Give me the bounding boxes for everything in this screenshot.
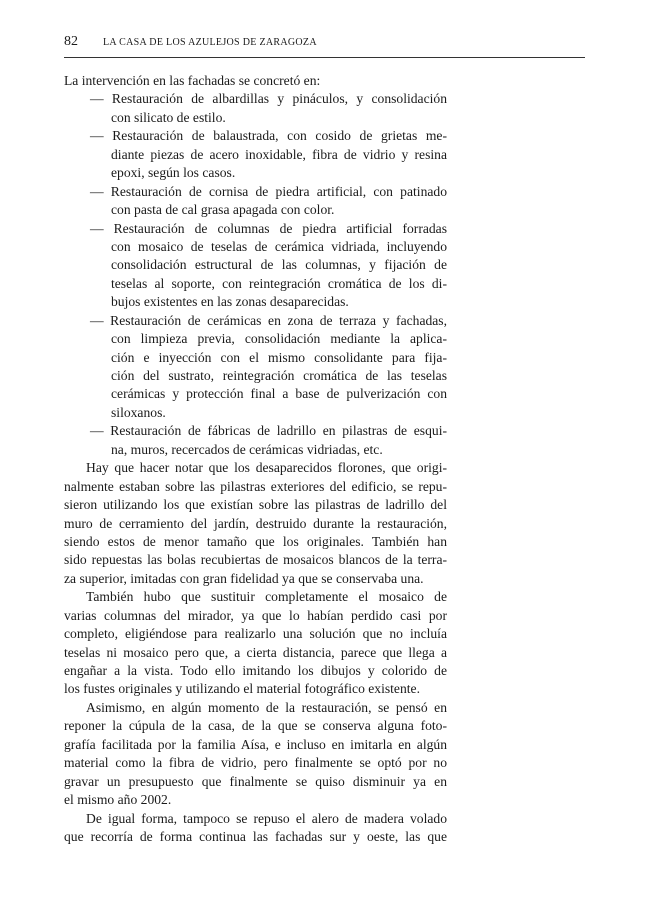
text-line: gravar un presupuesto que finalmente se quiso disminuir ya en <box>64 773 447 789</box>
text-line: diante piezas de acero inoxidable, fibra de vidrio y resina <box>111 146 447 162</box>
text-line: que recorría de forma continua las fachadas sur y oeste, las que <box>64 828 447 844</box>
text-line: De igual forma, tampoco se repuso el alero de madera volado <box>86 810 447 826</box>
page-number: 82 <box>64 34 78 49</box>
text-line: material como la fibra de vidrio, pero finalmente se optó por no <box>64 755 447 771</box>
text-line: con limpieza previa, consolidación mediante la aplica- <box>111 331 447 347</box>
running-title: LA CASA DE LOS AZULEJOS DE ZARAGOZA <box>103 37 317 48</box>
text-line: — Restauración de albardillas y pináculos, y consolidación <box>90 91 447 107</box>
text-line: grafía facilitada por la familia Aísa, e incluso en imitarla en algún <box>64 736 447 752</box>
text-line: También hubo que sustituir completamente el mosaico de <box>86 589 447 605</box>
text-line: teselas al soporte, con reintegración cromática de los di- <box>111 275 447 291</box>
text-line: reponer la cúpula de la casa, de la que se conserva alguna foto- <box>64 718 447 734</box>
text-line: sido repuestas las bolas recubiertas de mosaicos blancos de la terra- <box>64 552 447 568</box>
text-line: siendo estos de menor tamaño que los originales. También han <box>64 533 447 549</box>
text-line: La intervención en las fachadas se concretó en: <box>64 73 321 88</box>
text-line: muro de cerramiento del jardín, destruido durante la restauración, <box>64 515 447 531</box>
text-line: Hay que hacer notar que los desaparecidos florones, que origi- <box>86 460 447 476</box>
text-line: — Restauración de balaustrada, con cosido de grietas me- <box>90 128 447 144</box>
text-line: nalmente estaban sobre las pilastras exteriores del edificio, se repu- <box>64 478 447 494</box>
text-line: con mosaico de teselas de cerámica vidriada, incluyendo <box>111 238 447 254</box>
text-line: bujos existentes en las zonas desaparecidas. <box>111 294 349 310</box>
text-line: engañar a la vista. Todo ello imitando los dibujos y colorido de <box>64 663 447 678</box>
text-line: epoxi, según los casos. <box>111 165 236 181</box>
text-line: za superior, imitadas con gran fidelidad ya que se conservaba una. <box>64 570 424 586</box>
text-line: — Restauración de fábricas de ladrillo en pilastras de esqui- <box>90 423 447 439</box>
text-line: el mismo año 2002. <box>64 792 172 808</box>
text-line: sieron utilizando los que existían sobre las pilastras de ladrillo del <box>64 497 447 513</box>
text-line: ción del sustrato, reintegración cromática de las teselas <box>111 368 447 383</box>
text-line: siloxanos. <box>111 404 166 420</box>
text-line: na, muros, recercados de cerámicas vidriadas, etc. <box>111 441 383 457</box>
text-line: completo, eligiéndose para realizarlo una solución que no incluía <box>64 626 447 642</box>
text-line: — Restauración de cornisa de piedra artificial, con patinado <box>90 183 447 199</box>
text-line: — Restauración de cerámicas en zona de terraza y fachadas, <box>90 312 447 328</box>
text-line: ción e inyección con el mismo consolidante para fija- <box>111 349 447 365</box>
text-line: varias columnas del mirador, ya que lo habían perdido casi por <box>64 607 447 623</box>
text-line: cerámicas y protección final a base de pulverización con <box>111 386 447 402</box>
text-line: con pasta de cal grasa apagada con color. <box>111 202 335 218</box>
text-line: Asimismo, en algún momento de la restauración, se pensó en <box>86 699 447 715</box>
header-rule <box>64 57 585 58</box>
text-line: los fustes originales y utilizando el material fotográfico existente. <box>64 681 420 697</box>
text-line: teselas ni mosaico pero que, a cierta distancia, parece que llega a <box>64 644 447 660</box>
text-line: con silicato de estilo. <box>111 109 226 125</box>
page-header <box>64 34 585 54</box>
body-text <box>64 72 447 846</box>
text-line: — Restauración de columnas de piedra artificial forradas <box>90 220 447 236</box>
text-line: consolidación estructural de las columnas, y fijación de <box>111 257 447 273</box>
